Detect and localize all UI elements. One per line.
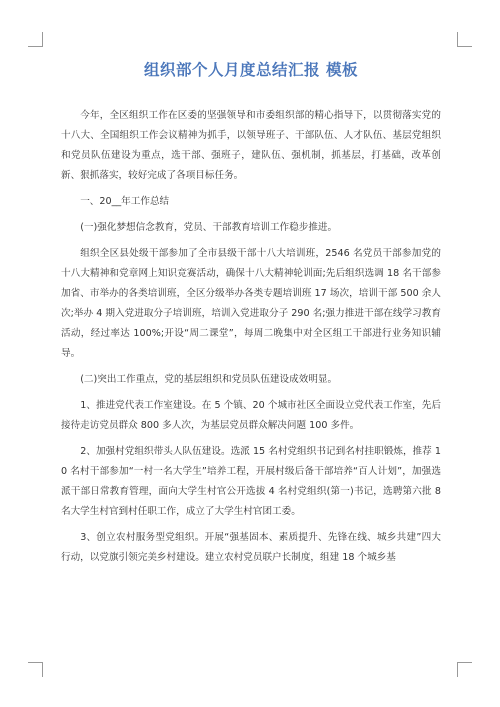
section-heading: 一、20__年工作总结 bbox=[80, 196, 170, 207]
crop-mark-bottom-right bbox=[457, 662, 472, 677]
document-title: 组织部个人月度总结汇报 模板 bbox=[144, 61, 358, 79]
item-paragraph-3: 3、创立农村服务型党组织。开展“强基固本、素质提升、先锋在线、城乡共建”四大行动，以党旗引领完美乡村建设。建立农村党员联户长制度，组建 18 个城乡基 bbox=[61, 532, 441, 563]
intro-paragraph: 今年，全区组织工作在区委的坚强领导和市委组织部的精心指导下，以贯彻落实党的十八大、全国组织工作会议精神为抓手，以领导班子、干部队伍、人才队伍、基层党组织和党员队伍建设为重点，选干部、强班子，建队伍、强机制，抓基层，打基础，改革创新、狠抓落实，较好完成了各项目标任务。 bbox=[61, 110, 441, 181]
crop-mark-top-left bbox=[28, 32, 43, 47]
item-paragraph-2: 2、加强村党组织带头人队伍建设。选派 15 名村党组织书记到名村挂职锻炼，推荐 10 名村干部参加“一村一名大学生”培养工程，开展村级后备干部培养“百人计划”，加强选派干部日常教育管理，面向大学生村官公开选拔 4 名村党组织(第一)书记，选聘第六批 8 名大学生村官到村任职工作，成立了大学生村官团工委。 bbox=[61, 446, 441, 517]
crop-mark-bottom-left bbox=[28, 662, 43, 677]
item-paragraph-1: 1、推进党代表工作室建设。在 5 个镇、20 个城市社区全面设立党代表工作室，先后接待走访党员群众 800 多人次，为基层党员群众解决问题 100 多件。 bbox=[61, 400, 441, 431]
subsection-heading-1: (一)强化梦想信念教育，党员、干部教育培训工作稳步推进。 bbox=[80, 222, 338, 233]
subsection-heading-2: (二)突出工作重点，党的基层组织和党员队伍建设成效明显。 bbox=[80, 374, 338, 385]
crop-mark-top-right bbox=[457, 32, 472, 47]
document-body bbox=[61, 106, 441, 568]
document-page bbox=[61, 58, 441, 574]
training-paragraph: 组织全区县处级干部参加了全市县级干部十八大培训班，2546 名党员干部参加党的十八大精神和党章网上知识竞赛活动，确保十八大精神轮训面;先后组织选调 18 名干部参加省、市举办的各类培训班，全区分级举办各类专题培训班 17 场次，培训干部 500 余人次;举办 4 期入党进取分子培训班，培训入党进取分子 290 名;强力推进干部在线学习教育活动，经过率达 100%;开设“周二课堂”，每周二晚集中对全区组工干部进行业务知识辅导。 bbox=[61, 248, 441, 359]
